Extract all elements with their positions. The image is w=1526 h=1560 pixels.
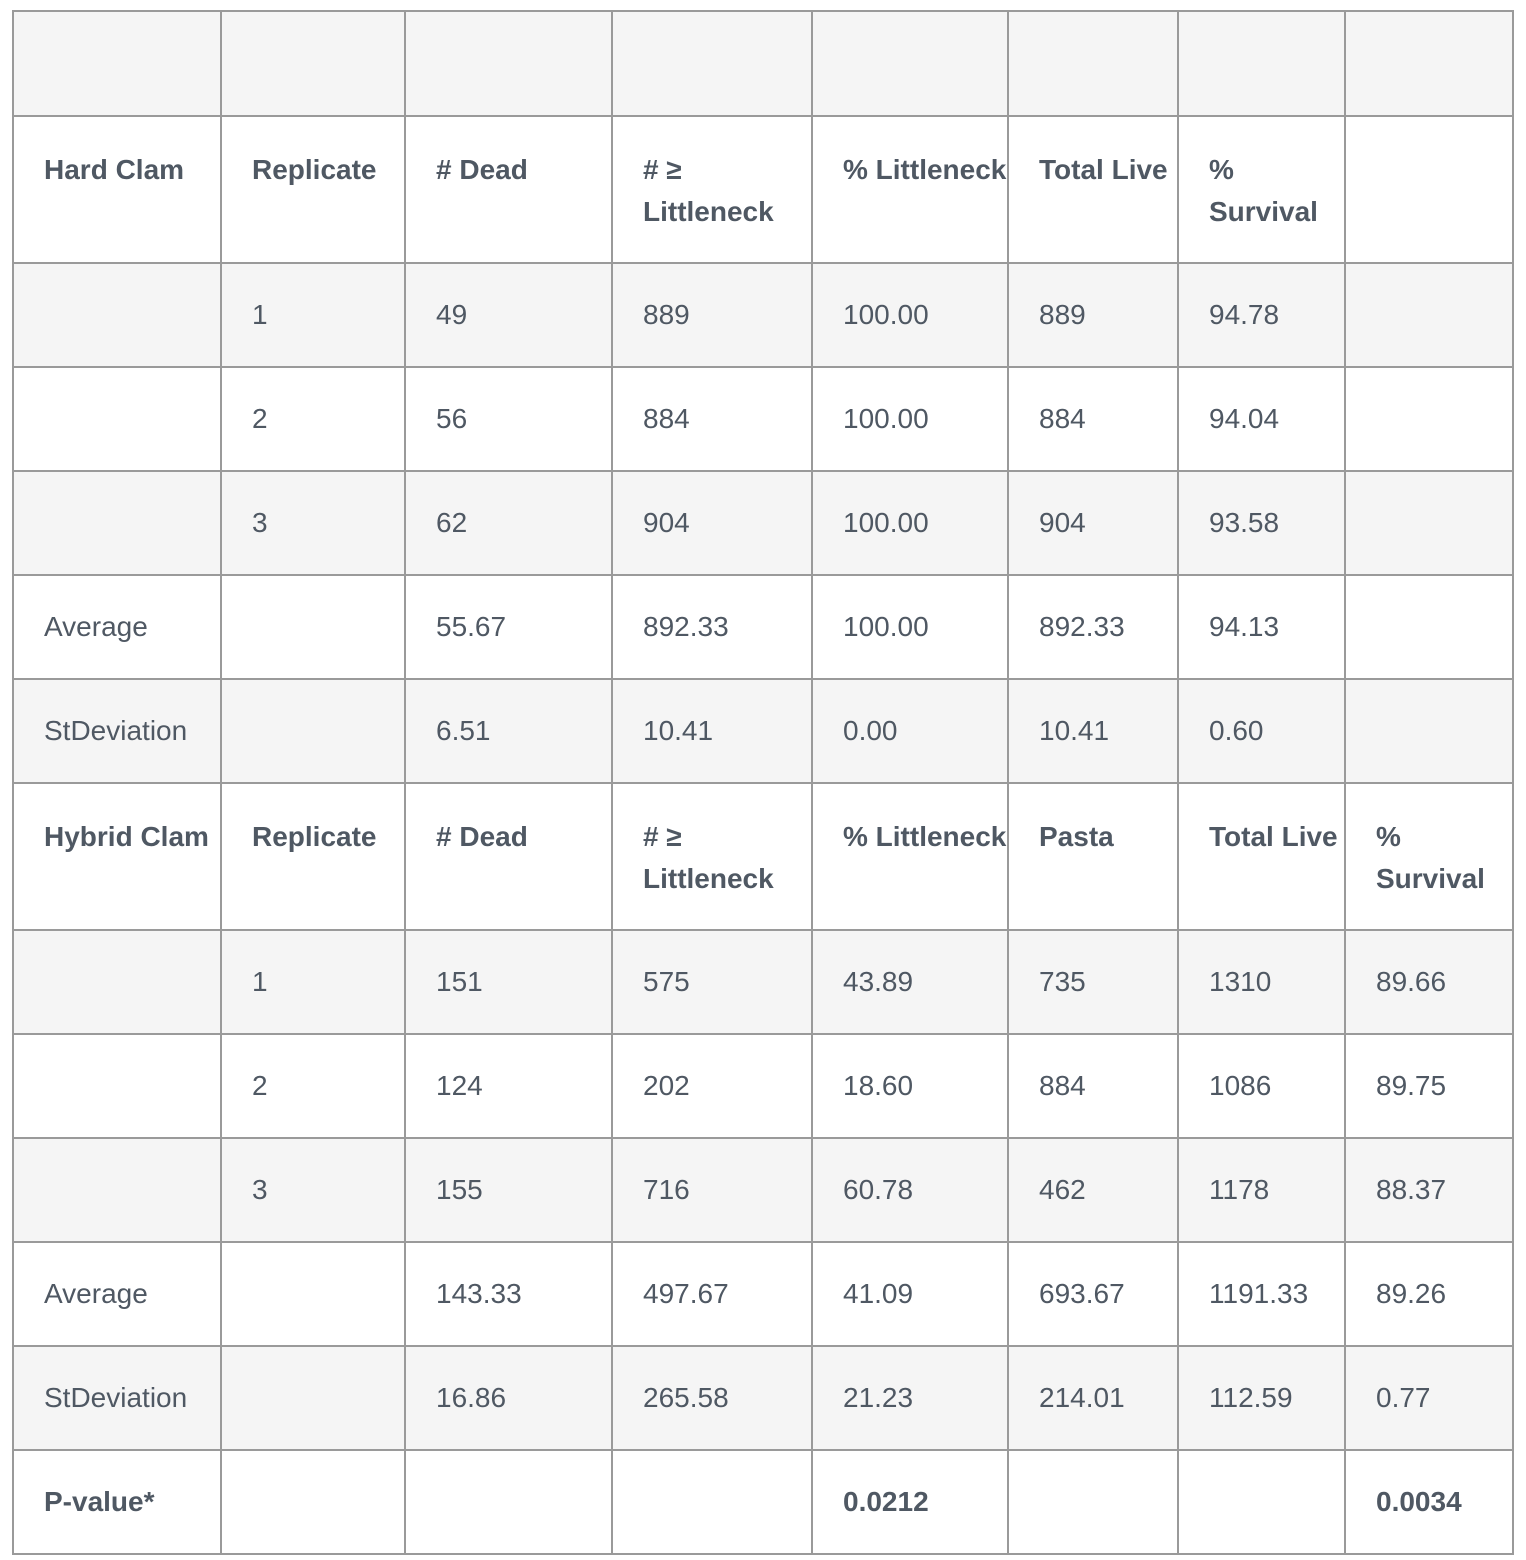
- table-cell: 889: [612, 263, 812, 367]
- table-cell: 889: [1008, 263, 1178, 367]
- header-cell: Hybrid Clam: [13, 783, 221, 930]
- header-cell: Hard Clam: [13, 116, 221, 263]
- table-cell: 716: [612, 1138, 812, 1242]
- header-cell: # Dead: [405, 116, 612, 263]
- table-cell: 904: [1008, 471, 1178, 575]
- blank-row: [13, 11, 1513, 116]
- table-cell: 1: [221, 263, 405, 367]
- table-cell: 0.0212: [812, 1450, 1008, 1554]
- table-cell: StDeviation: [13, 1346, 221, 1450]
- table-cell: 575: [612, 930, 812, 1034]
- table-cell: [405, 1450, 612, 1554]
- table-cell: 892.33: [1008, 575, 1178, 679]
- table-cell: 10.41: [1008, 679, 1178, 783]
- table-cell: 55.67: [405, 575, 612, 679]
- blank-cell: [812, 11, 1008, 116]
- table-cell: 0.00: [812, 679, 1008, 783]
- hard-clam-header-row: [13, 116, 1513, 263]
- table-cell: [1345, 575, 1513, 679]
- table-cell: [221, 679, 405, 783]
- header-cell: % Littleneck: [812, 116, 1008, 263]
- table-cell: 0.77: [1345, 1346, 1513, 1450]
- table-row-average: [13, 575, 1513, 679]
- blank-cell: [13, 11, 221, 116]
- table-cell: Average: [13, 575, 221, 679]
- table-cell: 112.59: [1178, 1346, 1345, 1450]
- table-cell: 1178: [1178, 1138, 1345, 1242]
- table-cell: 892.33: [612, 575, 812, 679]
- table-row: [13, 367, 1513, 471]
- table-cell: 3: [221, 471, 405, 575]
- table-cell: 93.58: [1178, 471, 1345, 575]
- table-cell: 41.09: [812, 1242, 1008, 1346]
- blank-cell: [1008, 11, 1178, 116]
- table-cell: 904: [612, 471, 812, 575]
- table-cell: [1178, 1450, 1345, 1554]
- table-cell: 0.60: [1178, 679, 1345, 783]
- blank-cell: [405, 11, 612, 116]
- header-cell: % Littleneck: [812, 783, 1008, 930]
- table-cell: [1008, 1450, 1178, 1554]
- table-cell: 2: [221, 1034, 405, 1138]
- table-cell: 1310: [1178, 930, 1345, 1034]
- blank-cell: [1178, 11, 1345, 116]
- table-cell: 89.26: [1345, 1242, 1513, 1346]
- header-cell: Total Live: [1178, 783, 1345, 930]
- blank-cell: [221, 11, 405, 116]
- table-cell: 3: [221, 1138, 405, 1242]
- table-cell: 62: [405, 471, 612, 575]
- table-cell: 151: [405, 930, 612, 1034]
- table-row: [13, 263, 1513, 367]
- table-cell: 100.00: [812, 367, 1008, 471]
- table-cell: [13, 471, 221, 575]
- table-cell: [1345, 679, 1513, 783]
- table-cell: 1191.33: [1178, 1242, 1345, 1346]
- table-cell: 1086: [1178, 1034, 1345, 1138]
- table-row-stdeviation: [13, 679, 1513, 783]
- table-cell: 18.60: [812, 1034, 1008, 1138]
- header-cell: Replicate: [221, 116, 405, 263]
- table-cell: 94.78: [1178, 263, 1345, 367]
- table-cell: Average: [13, 1242, 221, 1346]
- table-row: [13, 930, 1513, 1034]
- blank-cell: [612, 11, 812, 116]
- table-cell: 43.89: [812, 930, 1008, 1034]
- table-cell: 265.58: [612, 1346, 812, 1450]
- table-cell: 60.78: [812, 1138, 1008, 1242]
- table-cell: 100.00: [812, 575, 1008, 679]
- table-cell: 88.37: [1345, 1138, 1513, 1242]
- header-cell: # Dead: [405, 783, 612, 930]
- table-cell: 214.01: [1008, 1346, 1178, 1450]
- table-cell: [221, 1346, 405, 1450]
- table-cell: [13, 367, 221, 471]
- table-cell: 2: [221, 367, 405, 471]
- table-cell: 56: [405, 367, 612, 471]
- table-cell: 1: [221, 930, 405, 1034]
- table-cell: 735: [1008, 930, 1178, 1034]
- table-cell: 884: [612, 367, 812, 471]
- table-row: [13, 471, 1513, 575]
- table-row-stdeviation: [13, 1346, 1513, 1450]
- p-value-row: [13, 1450, 1513, 1554]
- header-cell: Replicate: [221, 783, 405, 930]
- table-cell: [221, 1242, 405, 1346]
- table-cell: [221, 575, 405, 679]
- table-cell: 462: [1008, 1138, 1178, 1242]
- table-cell: 124: [405, 1034, 612, 1138]
- table-cell: [13, 930, 221, 1034]
- hybrid-clam-header-row: [13, 783, 1513, 930]
- table-cell: [13, 1138, 221, 1242]
- header-cell: Total Live: [1008, 116, 1178, 263]
- table-cell: [13, 1034, 221, 1138]
- table-cell: 884: [1008, 367, 1178, 471]
- table-row: [13, 1034, 1513, 1138]
- table-cell: [13, 263, 221, 367]
- table-cell: 100.00: [812, 263, 1008, 367]
- blank-cell: [1345, 11, 1513, 116]
- table-cell: [221, 1450, 405, 1554]
- table-cell: 94.04: [1178, 367, 1345, 471]
- clam-results-table: [12, 10, 1514, 1555]
- table-cell: 49: [405, 263, 612, 367]
- table-cell: P-value*: [13, 1450, 221, 1554]
- table-cell: [1345, 367, 1513, 471]
- header-cell: Pasta: [1008, 783, 1178, 930]
- table-cell: 155: [405, 1138, 612, 1242]
- table-cell: 21.23: [812, 1346, 1008, 1450]
- header-cell: [1345, 116, 1513, 263]
- header-cell: # ≥ Littleneck: [612, 783, 812, 930]
- table-cell: 884: [1008, 1034, 1178, 1138]
- table-cell: [1345, 471, 1513, 575]
- table-cell: 10.41: [612, 679, 812, 783]
- header-cell: % Survival: [1178, 116, 1345, 263]
- table-cell: 202: [612, 1034, 812, 1138]
- header-cell: % Survival: [1345, 783, 1513, 930]
- table-cell: StDeviation: [13, 679, 221, 783]
- table-cell: 89.75: [1345, 1034, 1513, 1138]
- table-cell: [612, 1450, 812, 1554]
- table-cell: 6.51: [405, 679, 612, 783]
- table-cell: [1345, 263, 1513, 367]
- table-cell: 100.00: [812, 471, 1008, 575]
- table-cell: 143.33: [405, 1242, 612, 1346]
- table-row-average: [13, 1242, 1513, 1346]
- table-cell: 0.0034: [1345, 1450, 1513, 1554]
- table-cell: 693.67: [1008, 1242, 1178, 1346]
- table-cell: 94.13: [1178, 575, 1345, 679]
- table-cell: 16.86: [405, 1346, 612, 1450]
- table-cell: 497.67: [612, 1242, 812, 1346]
- header-cell: # ≥ Littleneck: [612, 116, 812, 263]
- table-row: [13, 1138, 1513, 1242]
- table-cell: 89.66: [1345, 930, 1513, 1034]
